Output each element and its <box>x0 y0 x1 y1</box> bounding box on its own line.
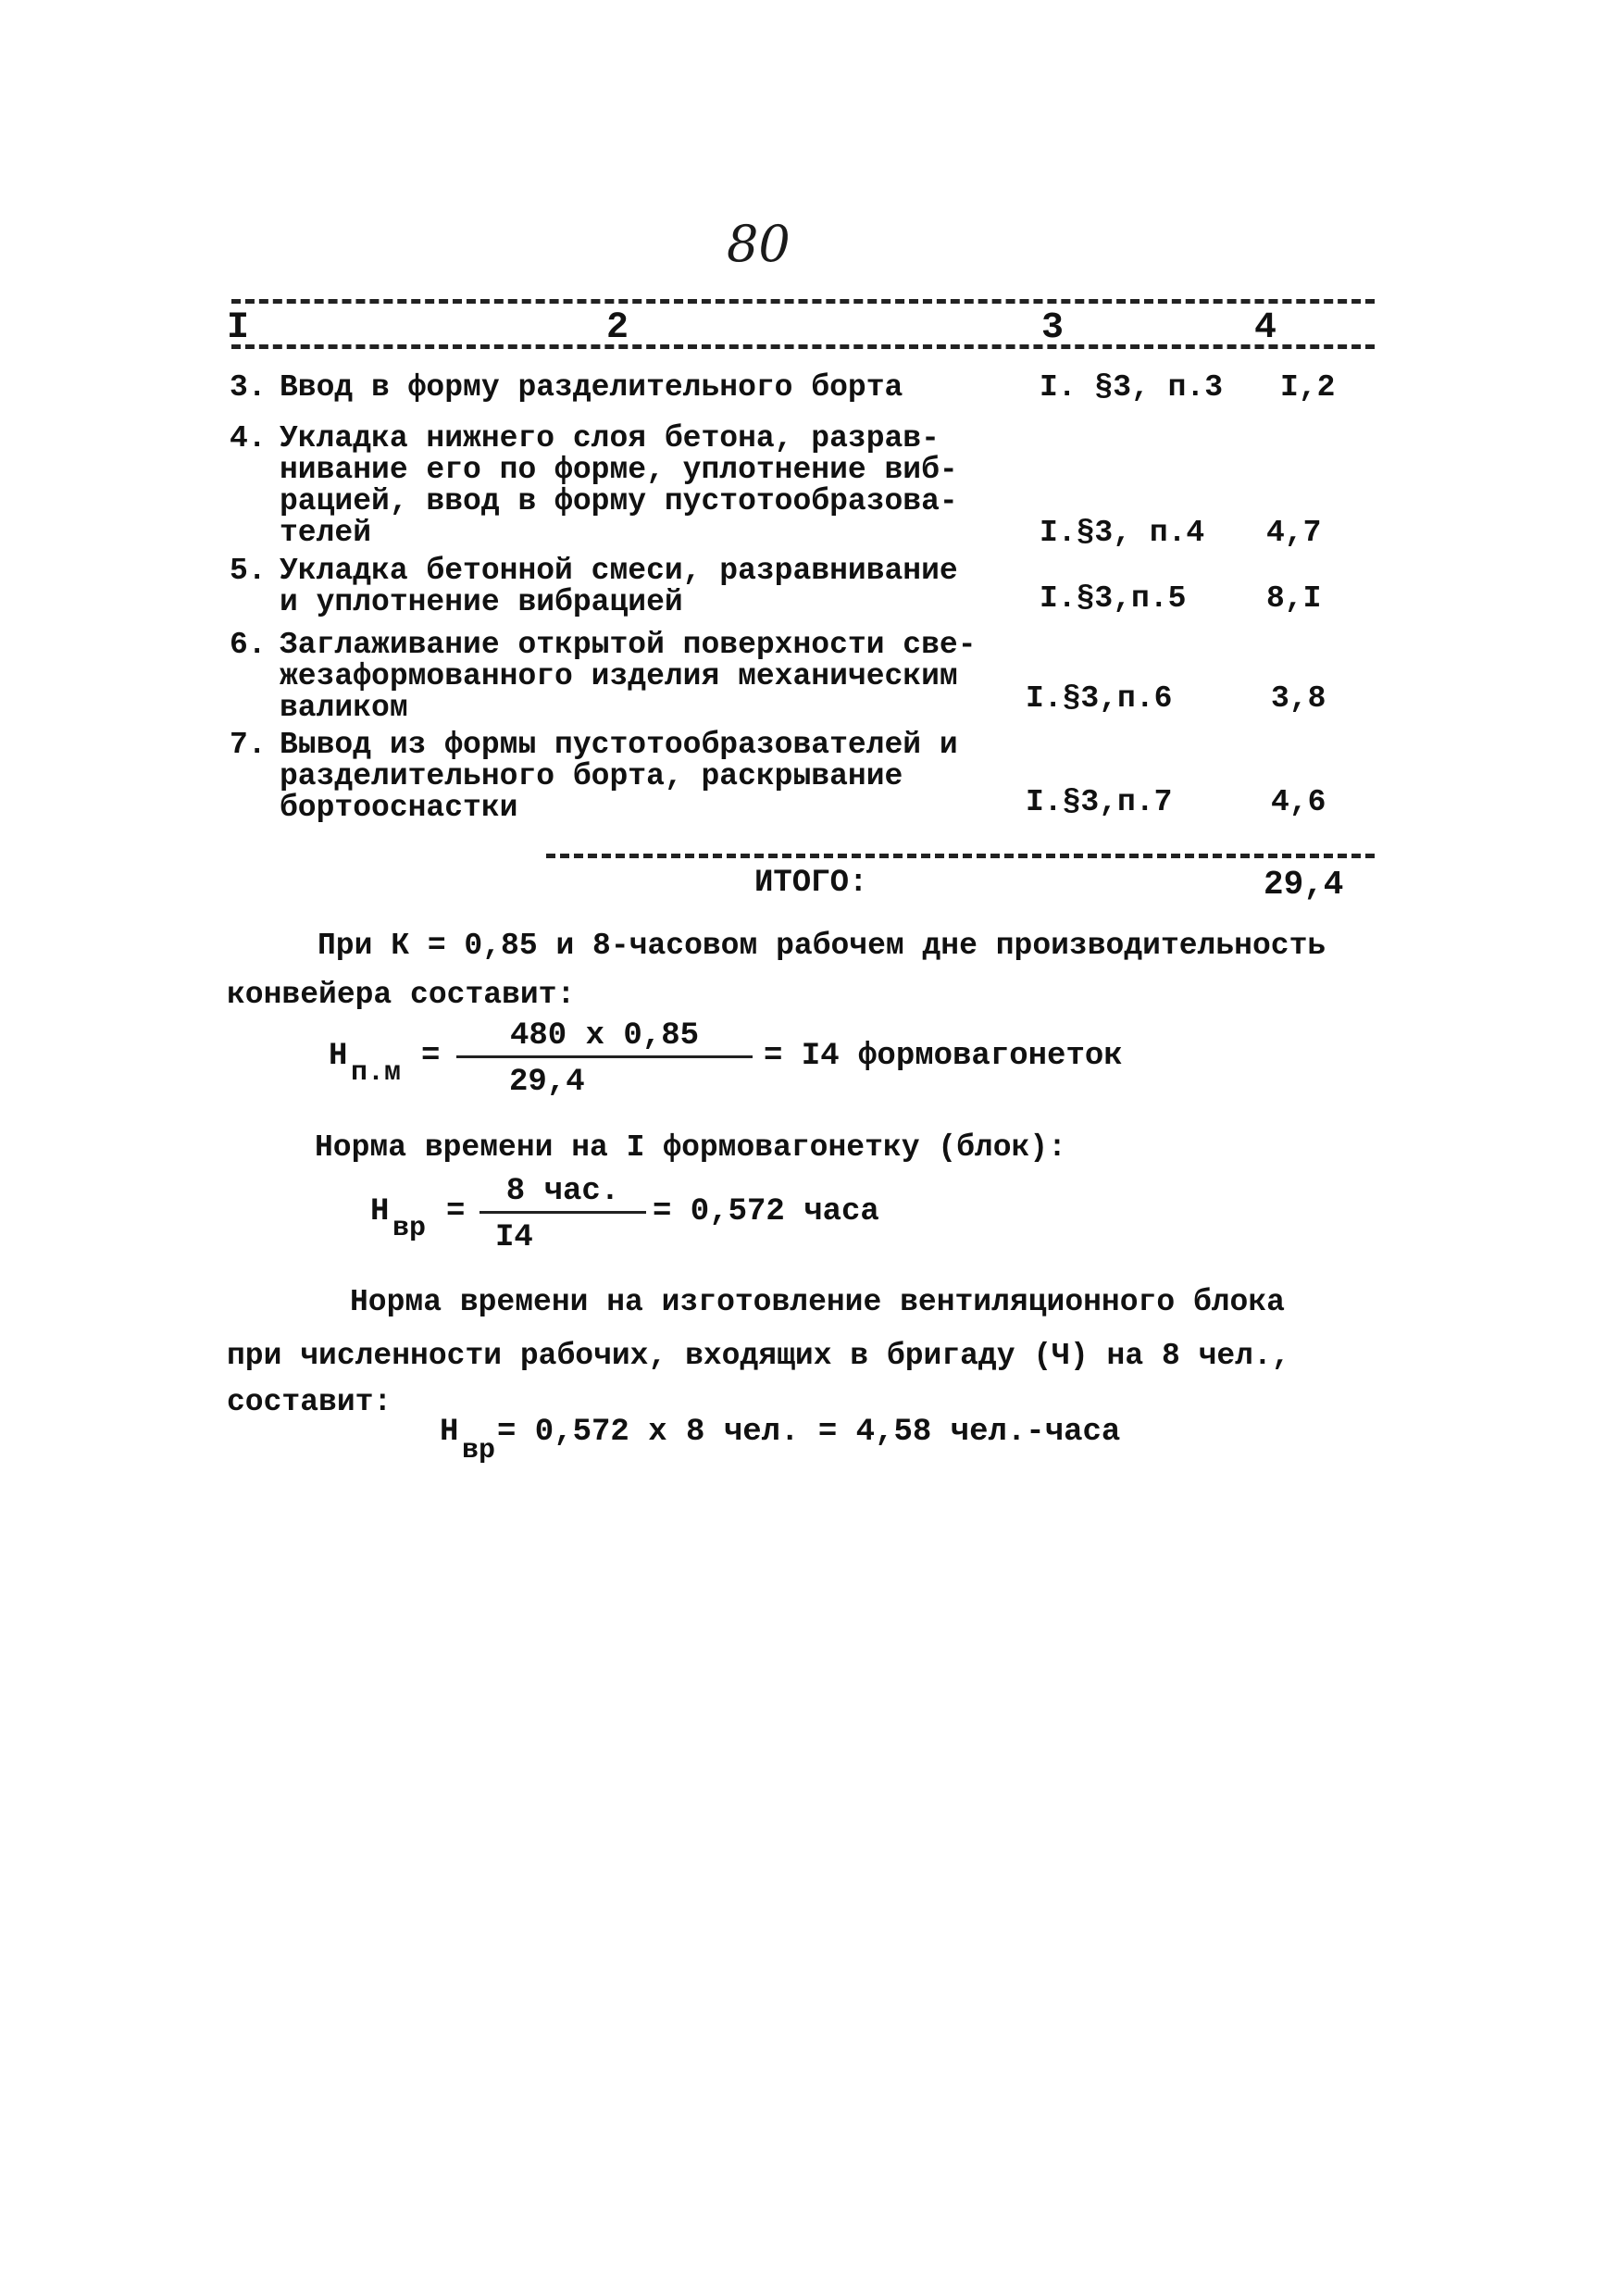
row-reference: I.§3,п.5 <box>1040 581 1187 616</box>
paragraph-line: При К = 0,85 и 8-часовом рабочем дне производительность <box>318 929 1326 963</box>
paragraph-line: при численности рабочих, входящих в бригаду (Ч) на 8 чел., <box>227 1339 1290 1373</box>
table-top-rule <box>231 299 1375 304</box>
formula-equals: = <box>421 1039 441 1074</box>
table-row <box>230 555 1377 620</box>
page-number: 80 <box>727 215 791 273</box>
row-number: 5. <box>230 554 267 588</box>
formula-subscript: вр <box>462 1435 496 1466</box>
column-header-4: 4 <box>1254 307 1277 349</box>
table-row <box>230 423 1377 553</box>
paragraph-time-norm: Норма времени на I формовагонетку (блок): <box>315 1130 1066 1165</box>
formula-time-norm <box>370 1174 1111 1267</box>
row-value: 8,I <box>1266 581 1322 616</box>
total-rule <box>546 854 1375 858</box>
total-label: ИТОГО: <box>754 866 868 901</box>
row-description: Укладка бетонной смеси, разравнивание и уплотнение вибрацией <box>280 554 958 619</box>
paragraph-line: Норма времени на изготовление вентиляционного блока <box>350 1285 1285 1319</box>
paragraph-line: конвейера составит: <box>227 978 576 1012</box>
row-description: Ввод в форму разделительного борта <box>280 370 903 405</box>
row-reference: I.§3,п.6 <box>1026 681 1173 716</box>
row-number: 7. <box>230 728 267 762</box>
column-header-1: I <box>227 307 250 349</box>
row-number: 4. <box>230 421 267 455</box>
row-value: 4,6 <box>1271 785 1326 819</box>
table-header-rule <box>231 344 1375 349</box>
row-description: Укладка нижнего слоя бетона, разрав- нивание его по форме, уплотнение виб- рацией, ввод в форму пустотообразова- телей <box>280 421 958 550</box>
formula-equals: = <box>446 1194 466 1229</box>
row-reference: I.§3, п.4 <box>1040 516 1205 550</box>
row-number: 6. <box>230 628 267 662</box>
row-value: I,2 <box>1280 370 1336 405</box>
formula-expression: = 0,572 х 8 чел. = 4,58 чел.-часа <box>497 1415 1121 1450</box>
formula-subscript: вр <box>392 1213 427 1244</box>
row-reference: I.§3,п.7 <box>1026 785 1173 819</box>
formula-subscript: п.м <box>351 1057 402 1089</box>
formula-symbol: Н <box>370 1194 390 1229</box>
column-header-2: 2 <box>606 307 629 349</box>
formula-result: = I4 формовагонеток <box>764 1039 1123 1074</box>
row-value: 3,8 <box>1271 681 1326 716</box>
formula-productivity <box>329 1018 1162 1111</box>
row-number: 3. <box>230 370 267 405</box>
total-value: 29,4 <box>1264 866 1344 904</box>
formula-symbol: Н <box>329 1039 348 1074</box>
formula-symbol: Н <box>440 1415 459 1450</box>
formula-denominator: I4 <box>495 1220 533 1255</box>
table-row <box>230 630 1377 727</box>
formula-numerator: 480 х 0,85 <box>456 1018 753 1058</box>
formula-labor-norm <box>440 1415 1180 1479</box>
row-reference: I. §3, п.3 <box>1040 370 1224 405</box>
table-row <box>230 372 1377 409</box>
table-row <box>230 730 1377 827</box>
row-value: 4,7 <box>1266 516 1322 550</box>
row-description: Вывод из формы пустотообразователей и разделительного борта, раскрывание бортооснастки <box>280 728 958 825</box>
paragraph-line: составит: <box>227 1385 392 1419</box>
formula-denominator: 29,4 <box>509 1065 585 1100</box>
column-header-3: 3 <box>1041 307 1065 349</box>
row-description: Заглаживание открытой поверхности све- жезаформованного изделия механическим валиком <box>280 628 977 725</box>
formula-numerator: 8 час. <box>479 1174 646 1214</box>
formula-result: = 0,572 часа <box>653 1194 879 1229</box>
